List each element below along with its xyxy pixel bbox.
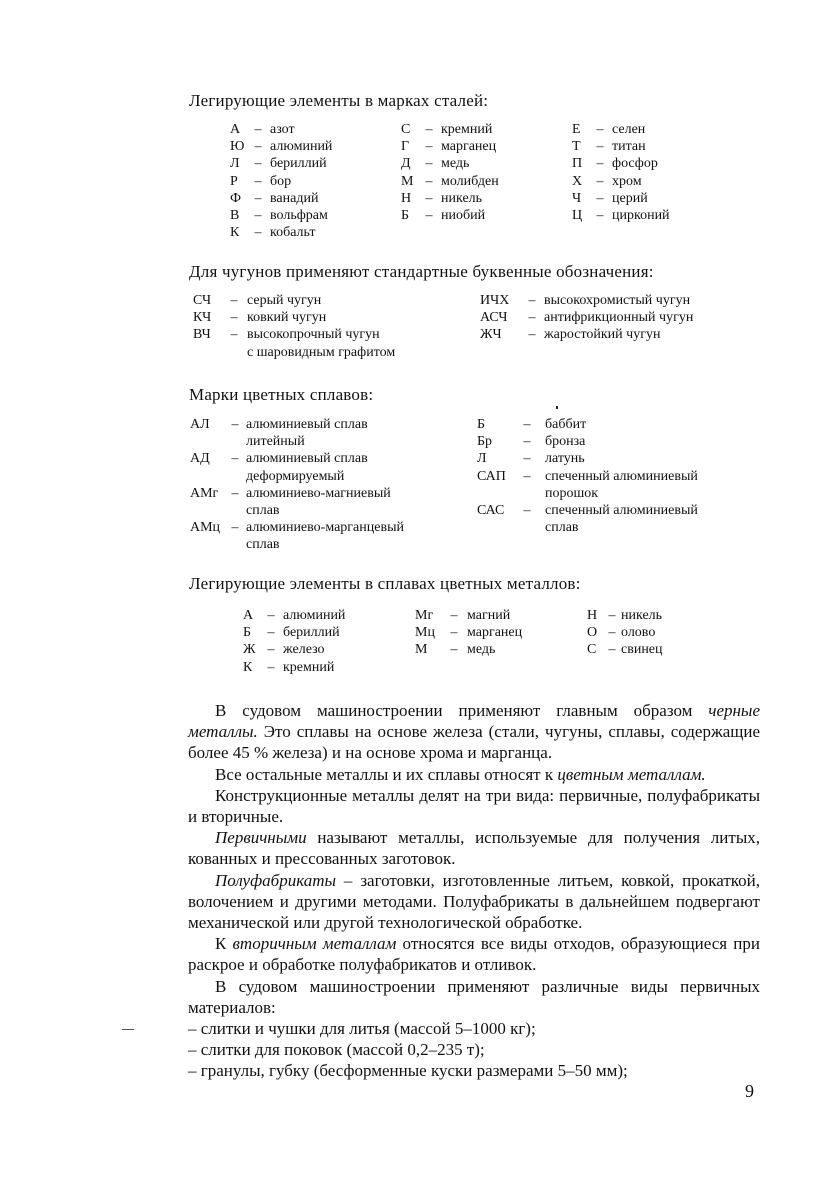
legend-name: молибден xyxy=(441,173,499,189)
legend-row xyxy=(572,121,670,138)
legend-row xyxy=(415,607,522,624)
legend-dash: – xyxy=(528,293,536,308)
legend-name: алюминий xyxy=(270,139,333,155)
legend-name: железо xyxy=(283,642,325,658)
legend-continuation: порошок xyxy=(545,485,599,501)
legend-name: антифрикционный чугун xyxy=(544,310,694,326)
legend-row xyxy=(193,326,395,343)
steel-col-2 xyxy=(401,121,499,224)
legend-dash: – xyxy=(596,122,604,137)
legend-name: магний xyxy=(467,608,511,623)
legend-name: ковкий чугун xyxy=(247,310,327,326)
legend-code: А xyxy=(230,122,241,137)
steel-col-3 xyxy=(572,121,670,224)
legend-code: АД xyxy=(190,451,210,467)
alloying-col-3 xyxy=(587,607,663,659)
legend-name: ванадий xyxy=(270,190,319,206)
paragraph-ferrous-metals: В судовом машиностроении применяют главным образом черные металлы. Это сплавы на основе железа (стали, чугуны, сплавы, содержащие более 45 % железа) и на основе хрома и марганца. xyxy=(188,701,760,763)
legend-name: жаростойкий чугун xyxy=(544,327,661,343)
legend-dash: – xyxy=(528,310,536,326)
steel-heading: Легирующие элементы в марках сталей: xyxy=(189,91,489,110)
legend-row xyxy=(230,190,332,207)
legend-name: спеченный алюминиевый xyxy=(545,468,698,484)
legend-dash: – xyxy=(231,417,239,432)
legend-name: алюминий xyxy=(283,608,346,623)
alloying-table xyxy=(243,607,693,679)
legend-name: высокохромистый чугун xyxy=(544,293,691,308)
legend-name: свинец xyxy=(621,642,663,658)
legend-code: Н xyxy=(401,190,412,206)
legend-row xyxy=(230,173,332,190)
legend-name: олово xyxy=(621,625,656,641)
legend-row xyxy=(230,207,332,224)
legend-name: алюминиево-магниевый xyxy=(246,485,391,501)
legend-code: Д xyxy=(401,156,411,172)
iron-heading: Для чугунов применяют стандартные буквенные обозначения: xyxy=(189,262,654,281)
legend-dash: – xyxy=(425,139,433,155)
legend-dash: – xyxy=(231,451,239,467)
legend-row xyxy=(243,641,345,658)
legend-name: вольфрам xyxy=(270,207,328,223)
legend-continuation: деформируемый xyxy=(246,468,345,484)
legend-name: азот xyxy=(270,122,295,137)
legend-code: Ж xyxy=(243,642,256,658)
legend-dash: – xyxy=(523,468,531,484)
iron-col-left xyxy=(193,292,395,361)
legend-row xyxy=(401,121,499,138)
legend-name: бериллий xyxy=(270,156,327,172)
legend-code: Н xyxy=(587,608,598,623)
legend-row xyxy=(401,173,499,190)
legend-row xyxy=(230,155,332,172)
legend-code: Б xyxy=(477,417,486,432)
legend-dash: – xyxy=(450,608,458,623)
legend-name: алюминиево-марганцевый xyxy=(246,520,404,536)
body-text xyxy=(188,700,760,1082)
legend-code: Ц xyxy=(572,207,583,223)
legend-row xyxy=(190,416,404,433)
paragraph-primary-materials: В судовом машиностроении применяют различные виды первичных материалов: xyxy=(188,976,760,1017)
legend-dash: – xyxy=(230,293,238,308)
legend-dash: – xyxy=(254,190,262,206)
legend-row xyxy=(193,309,395,326)
legend-row xyxy=(230,224,332,241)
legend-row xyxy=(477,450,698,467)
legend-row xyxy=(190,502,404,519)
legend-code: САП xyxy=(477,468,506,484)
legend-row xyxy=(477,502,698,519)
legend-row xyxy=(572,155,670,172)
legend-row xyxy=(190,485,404,502)
steel-elements-table xyxy=(230,121,700,246)
nonferrous-col-right xyxy=(477,416,698,536)
paragraph-primary: Первичными называют металлы, используемые для получения литых, кованных и прессованных заготовок. xyxy=(188,828,760,869)
legend-row xyxy=(193,292,395,309)
legend-continuation: с шаровидным графитом xyxy=(247,344,396,360)
legend-row xyxy=(243,607,345,624)
legend-name: медь xyxy=(467,642,496,658)
legend-row xyxy=(477,519,698,536)
legend-code: Р xyxy=(230,173,238,189)
legend-code: М xyxy=(415,642,428,658)
legend-dash: – xyxy=(267,642,275,658)
paragraph-semi-finished: Полуфабрикаты – заготовки, изготовленные литьем, ковкой, прокаткой, волочением и другими методами. Полуфабрикаты в дальнейшем подвергают механической или другой технологической обработке. xyxy=(188,870,760,933)
legend-continuation: сплав xyxy=(246,502,280,518)
iron-col-right xyxy=(480,292,693,344)
legend-dash: – xyxy=(230,310,238,326)
legend-code: КЧ xyxy=(193,310,212,326)
list-item-granules: – гранулы, губку (бесформенные куски размерами 5–50 мм); xyxy=(188,1061,628,1081)
legend-row xyxy=(230,121,332,138)
legend-code: ИЧХ xyxy=(480,293,510,308)
page-number: 9 xyxy=(745,1081,754,1101)
legend-name: латунь xyxy=(545,451,585,467)
legend-row xyxy=(477,433,698,450)
legend-dash: – xyxy=(608,608,616,623)
print-speck xyxy=(556,406,558,409)
legend-dash: – xyxy=(450,625,458,641)
legend-dash: – xyxy=(523,417,531,432)
legend-code: С xyxy=(401,122,411,137)
legend-dash: – xyxy=(450,642,458,658)
iron-table xyxy=(193,292,733,364)
legend-row xyxy=(587,624,663,641)
legend-row xyxy=(401,190,499,207)
legend-row xyxy=(190,433,404,450)
paragraph-structural-metals: Конструкционные металлы делят на три вида: первичные, полуфабрикаты и вторичные. xyxy=(188,785,760,827)
legend-continuation: сплав xyxy=(246,537,280,553)
alloying-col-1 xyxy=(243,607,345,676)
legend-name: селен xyxy=(612,122,646,137)
legend-code: Ч xyxy=(572,190,582,206)
legend-row xyxy=(480,292,693,309)
legend-row xyxy=(190,468,404,485)
legend-name: ниобий xyxy=(441,207,486,223)
legend-continuation: литейный xyxy=(246,434,305,450)
legend-dash: – xyxy=(254,156,262,172)
legend-row xyxy=(401,207,499,224)
legend-dash: – xyxy=(523,451,531,467)
legend-dash: – xyxy=(523,434,531,450)
legend-dash: – xyxy=(425,207,433,223)
legend-name: медь xyxy=(441,156,470,172)
legend-row xyxy=(415,641,522,658)
legend-name: алюминиевый сплав xyxy=(246,417,368,432)
legend-dash: – xyxy=(254,139,262,155)
alloying-heading: Легирующие элементы в сплавах цветных металлов: xyxy=(189,574,581,593)
legend-row xyxy=(190,519,404,536)
steel-col-1 xyxy=(230,121,332,241)
legend-code: Бр xyxy=(477,434,493,450)
nonferrous-col-left xyxy=(190,416,404,554)
legend-row xyxy=(190,536,404,553)
legend-name: спеченный алюминиевый xyxy=(545,502,698,518)
legend-dash: – xyxy=(267,625,275,641)
legend-dash: – xyxy=(596,156,604,172)
alloying-col-2 xyxy=(415,607,522,659)
legend-name: серый чугун xyxy=(247,293,322,308)
legend-code: Ф xyxy=(230,190,242,206)
legend-dash: – xyxy=(230,327,238,343)
legend-code: САС xyxy=(477,502,505,518)
legend-name: никель xyxy=(621,608,663,623)
legend-dash: – xyxy=(254,225,262,241)
legend-dash: – xyxy=(596,139,604,155)
list-item-forging-ingots: – слитки для поковок (массой 0,2–235 т); xyxy=(188,1040,485,1060)
legend-row xyxy=(193,344,395,361)
list-item-ingots: – слитки и чушки для литья (массой 5–1000 кг); xyxy=(188,1019,536,1039)
legend-name: титан xyxy=(612,139,646,155)
legend-name: высокопрочный чугун xyxy=(247,327,380,343)
legend-code: Мг xyxy=(415,608,434,623)
legend-code: Е xyxy=(572,122,581,137)
legend-code: Г xyxy=(401,139,410,155)
legend-code: АСЧ xyxy=(480,310,508,326)
legend-name: бронза xyxy=(545,434,586,450)
legend-row xyxy=(572,190,670,207)
legend-code: Ю xyxy=(230,139,245,155)
legend-code: А xyxy=(243,608,254,623)
paragraph-secondary: К вторичным металлам относятся все виды отходов, образующиеся при раскрое и обработке полуфабрикатов и отливок. xyxy=(188,934,760,975)
nonferrous-heading: Марки цветных сплавов: xyxy=(189,385,374,404)
legend-name: марганец xyxy=(467,625,523,641)
legend-name: хром xyxy=(612,173,642,189)
legend-row xyxy=(572,207,670,224)
legend-row xyxy=(230,138,332,155)
legend-dash: – xyxy=(425,190,433,206)
legend-row xyxy=(587,607,663,624)
legend-dash: – xyxy=(596,207,604,223)
legend-code: Л xyxy=(477,451,487,467)
legend-dash: – xyxy=(425,122,433,137)
nonferrous-table xyxy=(190,416,750,556)
legend-dash: – xyxy=(596,173,604,189)
legend-dash: – xyxy=(231,520,239,536)
legend-row xyxy=(480,309,693,326)
legend-code: АЛ xyxy=(190,417,210,432)
legend-row xyxy=(243,624,345,641)
legend-name: никель xyxy=(441,190,483,206)
legend-code: Л xyxy=(230,156,240,172)
legend-code: П xyxy=(572,156,583,172)
legend-row xyxy=(477,485,698,502)
legend-code: Б xyxy=(401,207,410,223)
legend-name: цирконий xyxy=(612,207,670,223)
legend-code: Б xyxy=(243,625,252,641)
legend-dash: – xyxy=(523,502,531,518)
legend-name: марганец xyxy=(441,139,497,155)
legend-continuation: сплав xyxy=(545,520,579,536)
legend-name: бор xyxy=(270,173,292,189)
legend-code: К xyxy=(243,659,253,675)
legend-name: кобальт xyxy=(270,225,316,241)
legend-dash: – xyxy=(608,625,616,641)
legend-name: кремний xyxy=(441,122,493,137)
legend-dash: – xyxy=(254,173,262,189)
legend-dash: – xyxy=(267,659,275,675)
legend-row xyxy=(587,641,663,658)
legend-dash: – xyxy=(267,608,275,623)
legend-row xyxy=(401,138,499,155)
legend-code: АМг xyxy=(190,485,219,501)
legend-dash: – xyxy=(608,642,616,658)
legend-code: ЖЧ xyxy=(480,327,502,343)
legend-code: В xyxy=(230,207,240,223)
paragraph-nonferrous-metals: Все остальные металлы и их сплавы относят к цветным металлам. xyxy=(215,764,706,784)
legend-name: алюминиевый сплав xyxy=(246,451,368,467)
legend-code: СЧ xyxy=(193,293,212,308)
legend-code: Х xyxy=(572,173,583,189)
legend-code: К xyxy=(230,225,240,241)
legend-dash: – xyxy=(425,173,433,189)
legend-dash: – xyxy=(254,122,262,137)
legend-code: Т xyxy=(572,139,581,155)
legend-name: бериллий xyxy=(283,625,340,641)
legend-code: С xyxy=(587,642,597,658)
legend-row xyxy=(480,326,693,343)
legend-row xyxy=(401,155,499,172)
legend-name: фосфор xyxy=(612,156,658,172)
legend-row xyxy=(572,173,670,190)
margin-mark xyxy=(122,1029,134,1030)
legend-name: церий xyxy=(612,190,648,206)
legend-row xyxy=(477,416,698,433)
legend-name: кремний xyxy=(283,659,335,675)
legend-dash: – xyxy=(596,190,604,206)
legend-row xyxy=(477,468,698,485)
legend-dash: – xyxy=(528,327,536,343)
legend-code: О xyxy=(587,625,598,641)
legend-row xyxy=(243,659,345,676)
legend-row xyxy=(572,138,670,155)
legend-dash: – xyxy=(254,207,262,223)
legend-code: Мц xyxy=(415,625,435,641)
legend-row xyxy=(190,450,404,467)
legend-code: М xyxy=(401,173,414,189)
legend-name: баббит xyxy=(545,417,587,432)
legend-dash: – xyxy=(425,156,433,172)
legend-code: ВЧ xyxy=(193,327,211,343)
legend-code: АМц xyxy=(190,520,221,536)
legend-row xyxy=(415,624,522,641)
legend-dash: – xyxy=(231,485,239,501)
